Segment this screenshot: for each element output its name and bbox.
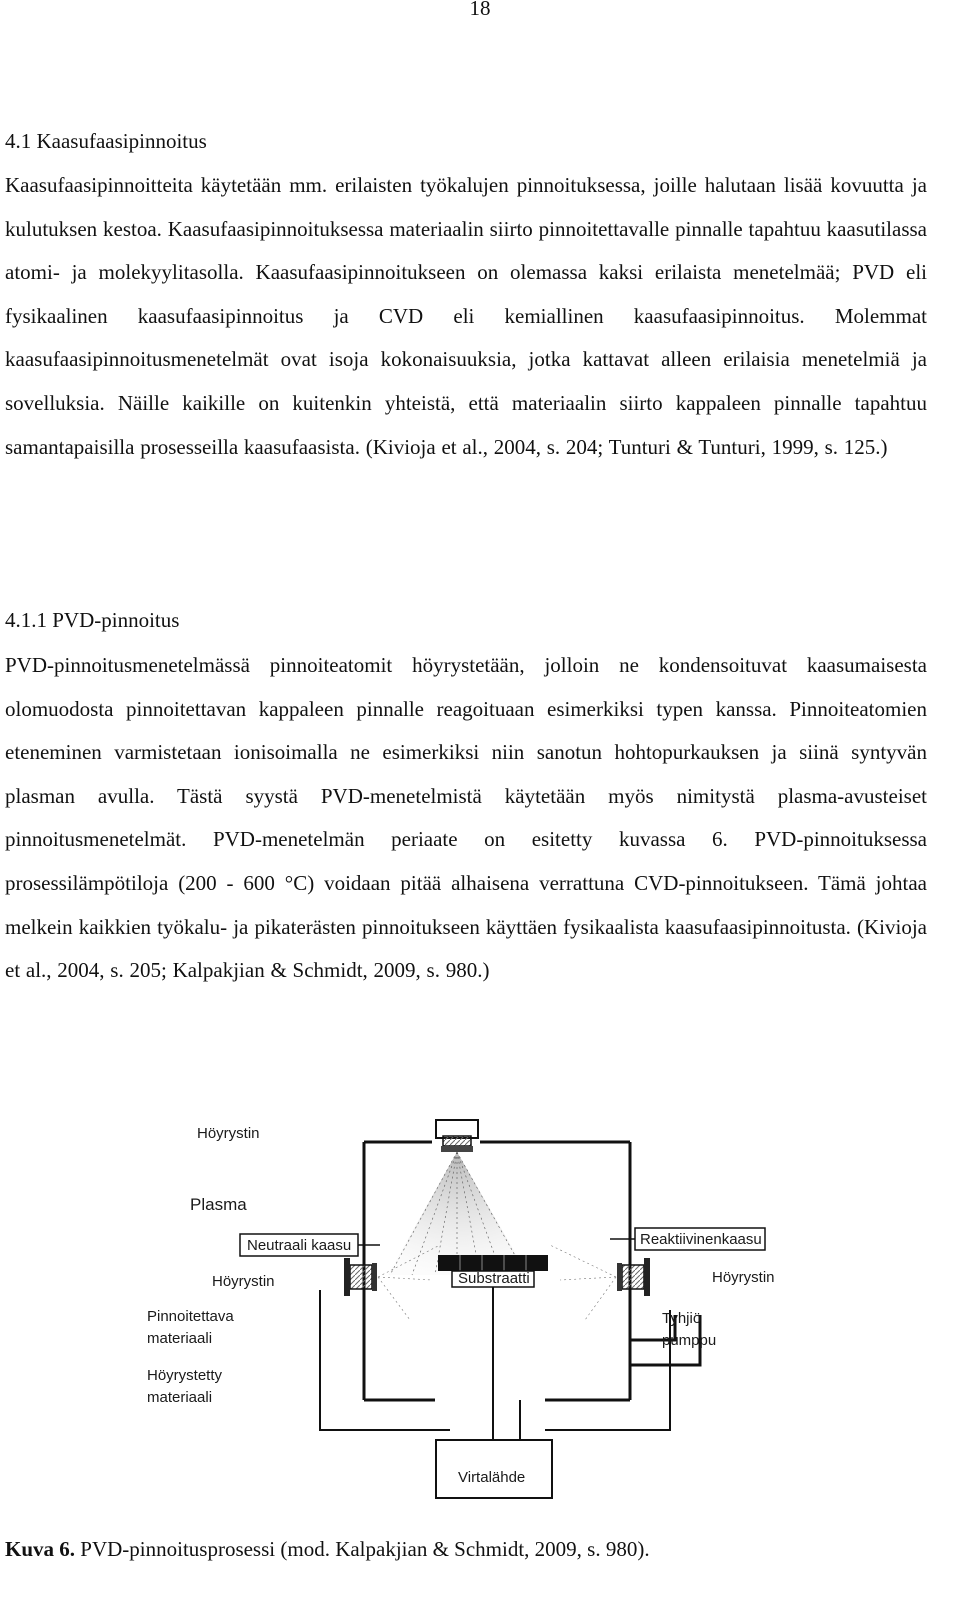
label-reaktiivinen-kaasu: Reaktiivinenkaasu [640,1231,762,1248]
label-tyhjio-2: pumppu [662,1332,717,1349]
pvd-diagram [140,1110,800,1510]
caption-label: Kuva 6. [5,1537,76,1561]
power-wiring [320,1290,670,1445]
top-evaporator [436,1120,478,1152]
label-hoyrystetty-1: Höyrystetty [147,1367,223,1384]
right-evaporator [617,1258,650,1296]
figure-caption [5,1537,650,1562]
left-evaporator [344,1258,377,1296]
label-hoyrystin-top: Höyrystin [197,1125,260,1142]
paragraph-pvd-pinnoitus: PVD-pinnoitusmenetelmässä pinnoiteatomit höyrystetään, jolloin ne kondensoituvat kaasumaisesta olomuodosta pinnoitettavan kappaleen pinnalle reagoituaan esimerkiksi typen kanssa. Pinnoiteatomien eteneminen varmistetaan ionisoimalla ne esimerkiksi niin sanotun hohtopurkauksen ja siinä syntyvän plasman avulla. Tästä syystä PVD-menetelmistä käytetään myös nimitystä plasma-avusteiset pinnoitusmenetelmät. PVD-menetelmän periaate on esitetty kuvassa 6. PVD-pinnoituksessa prosessilämpötiloja (200 - 600 °C) voidaan pitää alhaisena verrattuna CVD-pinnoitukseen. Tämä johtaa melkein kaikkien työkalu- ja pikaterästen pinnoitukseen käyttäen fysikaalista kaasufaasipinnoitusta. (Kivioja et al., 2004, s. 205; Kalpakjian & Schmidt, 2009, s. 980.) [5,653,927,983]
label-plasma: Plasma [190,1195,247,1214]
label-substraatti: Substraatti [458,1270,530,1287]
label-hoyrystin-left: Höyrystin [212,1273,275,1290]
label-pinnoitettava-2: materiaali [147,1330,213,1347]
caption-text: PVD-pinnoitusprosessi (mod. Kalpakjian & Schmidt, 2009, s. 980). [75,1537,650,1561]
page-number: 18 [469,0,491,20]
pvd-process-figure [140,1110,800,1510]
section-heading-pvd-pinnoitus: 4.1.1 PVD-pinnoitus [5,608,180,632]
label-hoyrystetty-2: materiaali [147,1389,213,1406]
label-neutraali-kaasu: Neutraali kaasu [247,1237,352,1254]
label-tyhjio-1: Tyhjiö [662,1310,702,1327]
section-heading-kaasufaasipinnoitus: 4.1 Kaasufaasipinnoitus [5,129,207,153]
label-virtalahde: Virtalähde [458,1469,526,1486]
paragraph-kaasufaasipinnoitus: Kaasufaasipinnoitteita käytetään mm. erilaisten työkalujen pinnoituksessa, joille halutaan lisää kovuutta ja kulutuksen kestoa. Kaasufaasipinnoituksessa materiaalin siirto pinnoitettavalle pinnalle tapahtuu kaasutilassa atomi- ja molekyylitasolla. Kaasufaasipinnoitukseen on olemassa kaksi erilaista menetelmää; PVD eli fysikaalinen kaasufaasipinnoitus ja CVD eli kemiallinen kaasufaasipinnoitus. Molemmat kaasufaasipinnoitusmenetelmät ovat isoja kokonaisuuksia, jotka kattavat alleen erilaisia menetelmiä ja sovelluksia. Näille kaikille on kuitenkin yhteistä, että materiaalin siirto kappaleen pinnalle tapahtuu samantapaisilla prosesseilla kaasufaasista. (Kivioja et al., 2004, s. 204; Tunturi & Tunturi, 1999, s. 125.) [5,173,927,459]
label-hoyrystin-right: Höyrystin [712,1269,775,1286]
label-pinnoitettava-1: Pinnoitettava [147,1308,234,1325]
